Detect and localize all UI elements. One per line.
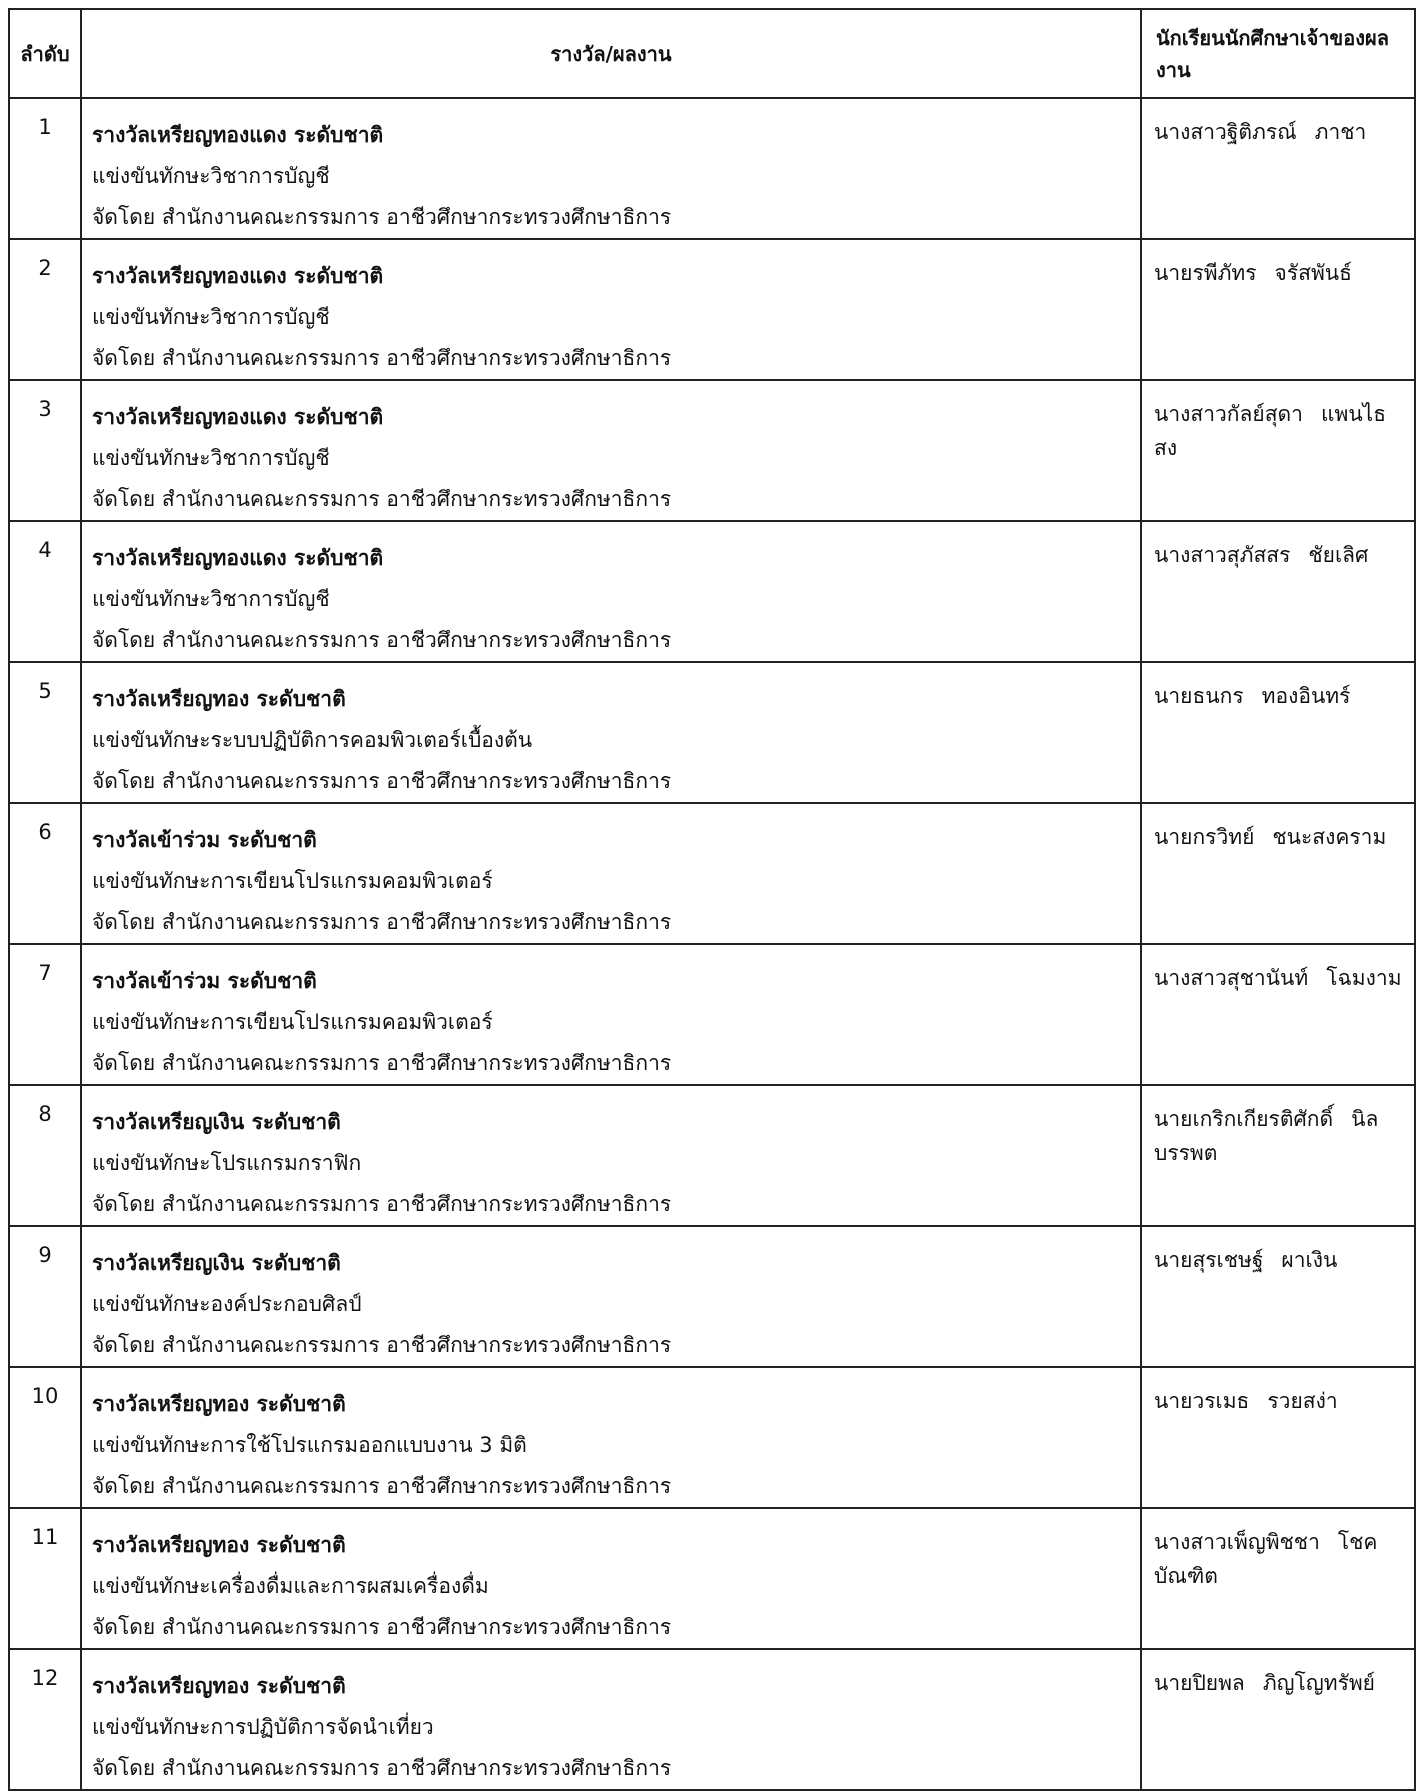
table-row: [9, 662, 1415, 803]
awards-table-sheet: [8, 8, 1414, 1791]
table-row: [9, 944, 1415, 1085]
table-row: [9, 1367, 1415, 1508]
row-number: 9: [9, 1226, 81, 1367]
award-cell: [81, 1367, 1141, 1508]
owner-cell: [1141, 1649, 1415, 1790]
award-title: รางวัลเหรียญเงิน ระดับชาติ: [92, 1251, 341, 1275]
owner-cell: [1141, 380, 1415, 521]
owner-cell: [1141, 1367, 1415, 1508]
row-number: 1: [9, 98, 81, 239]
award-cell: [81, 662, 1141, 803]
award-title: รางวัลเหรียญทอง ระดับชาติ: [92, 1533, 346, 1557]
award-detail: แข่งขันทักษะวิชาการบัญชี: [92, 587, 330, 611]
award-detail: แข่งขันทักษะระบบปฏิบัติการคอมพิวเตอร์เบื้องต้น: [92, 728, 533, 752]
award-cell: [81, 1085, 1141, 1226]
row-number: 7: [9, 944, 81, 1085]
award-organizer: จัดโดย สำนักงานคณะกรรมการ อาชีวศึกษากระทรวงศึกษาธิการ: [92, 1756, 672, 1780]
row-number: 10: [9, 1367, 81, 1508]
owner-last-name: ชนะสงคราม: [1272, 825, 1387, 849]
award-cell: [81, 239, 1141, 380]
owner-cell: [1141, 239, 1415, 380]
table-row: [9, 803, 1415, 944]
award-title: รางวัลเหรียญทอง ระดับชาติ: [92, 1392, 346, 1416]
owner-cell: [1141, 98, 1415, 239]
owner-cell: [1141, 944, 1415, 1085]
row-number: 12: [9, 1649, 81, 1790]
award-cell: [81, 380, 1141, 521]
award-cell: [81, 1649, 1141, 1790]
award-organizer: จัดโดย สำนักงานคณะกรรมการ อาชีวศึกษากระทรวงศึกษาธิการ: [92, 205, 672, 229]
owner-last-name: จรัสพันธ์: [1274, 261, 1352, 285]
owner-last-name: ภาชา: [1314, 120, 1367, 144]
owner-first-name: นายธนกร: [1154, 684, 1244, 708]
owner-last-name: ชัยเลิศ: [1308, 543, 1369, 567]
award-cell: [81, 803, 1141, 944]
owner-first-name: นางสาวสุภัสสร: [1154, 543, 1291, 567]
award-detail: แข่งขันทักษะการใช้โปรแกรมออกแบบงาน 3 มิติ: [92, 1433, 527, 1457]
table-row: [9, 239, 1415, 380]
table-header-row: [9, 9, 1415, 98]
award-title: รางวัลเข้าร่วม ระดับชาติ: [92, 828, 317, 852]
owner-last-name: แพนไธสง: [1154, 402, 1387, 460]
owner-first-name: นายรพีภัทร: [1154, 261, 1257, 285]
row-number: 2: [9, 239, 81, 380]
award-detail: แข่งขันทักษะวิชาการบัญชี: [92, 305, 330, 329]
owner-last-name: ผาเงิน: [1281, 1248, 1338, 1272]
award-cell: [81, 98, 1141, 239]
header-order: ลำดับ: [9, 9, 81, 98]
owner-cell: [1141, 803, 1415, 944]
header-award: รางวัล/ผลงาน: [81, 9, 1141, 98]
owner-last-name: นิลบรรพต: [1154, 1107, 1379, 1165]
award-organizer: จัดโดย สำนักงานคณะกรรมการ อาชีวศึกษากระทรวงศึกษาธิการ: [92, 1333, 672, 1357]
row-number: 11: [9, 1508, 81, 1649]
award-cell: [81, 1508, 1141, 1649]
award-title: รางวัลเหรียญเงิน ระดับชาติ: [92, 1110, 341, 1134]
award-title: รางวัลเหรียญทองแดง ระดับชาติ: [92, 264, 384, 288]
table-row: [9, 380, 1415, 521]
row-number: 8: [9, 1085, 81, 1226]
award-detail: แข่งขันทักษะการเขียนโปรแกรมคอมพิวเตอร์: [92, 1010, 493, 1034]
award-cell: [81, 944, 1141, 1085]
award-organizer: จัดโดย สำนักงานคณะกรรมการ อาชีวศึกษากระทรวงศึกษาธิการ: [92, 769, 672, 793]
row-number: 5: [9, 662, 81, 803]
table-row: [9, 1226, 1415, 1367]
table-row: [9, 1508, 1415, 1649]
award-cell: [81, 1226, 1141, 1367]
owner-last-name: ทองอินทร์: [1261, 684, 1351, 708]
award-title: รางวัลเหรียญทอง ระดับชาติ: [92, 1674, 346, 1698]
award-organizer: จัดโดย สำนักงานคณะกรรมการ อาชีวศึกษากระทรวงศึกษาธิการ: [92, 487, 672, 511]
table-row: [9, 1649, 1415, 1790]
award-detail: แข่งขันทักษะการเขียนโปรแกรมคอมพิวเตอร์: [92, 869, 493, 893]
owner-first-name: นางสาวฐิติภรณ์: [1154, 120, 1297, 144]
award-detail: แข่งขันทักษะเครื่องดื่มและการผสมเครื่องดื่ม: [92, 1574, 489, 1598]
owner-cell: [1141, 1085, 1415, 1226]
award-detail: แข่งขันทักษะวิชาการบัญชี: [92, 446, 330, 470]
award-title: รางวัลเหรียญทองแดง ระดับชาติ: [92, 405, 384, 429]
award-title: รางวัลเหรียญทอง ระดับชาติ: [92, 687, 346, 711]
owner-first-name: นางสาวสุชานันท์: [1154, 966, 1309, 990]
award-title: รางวัลเหรียญทองแดง ระดับชาติ: [92, 546, 384, 570]
owner-first-name: นางสาวเพ็ญพิชชา: [1154, 1530, 1320, 1554]
owner-first-name: นายปิยพล: [1154, 1671, 1245, 1695]
award-organizer: จัดโดย สำนักงานคณะกรรมการ อาชีวศึกษากระทรวงศึกษาธิการ: [92, 628, 672, 652]
owner-cell: [1141, 662, 1415, 803]
awards-table: [8, 8, 1416, 1791]
award-organizer: จัดโดย สำนักงานคณะกรรมการ อาชีวศึกษากระทรวงศึกษาธิการ: [92, 1474, 672, 1498]
row-number: 6: [9, 803, 81, 944]
table-row: [9, 1085, 1415, 1226]
table-row: [9, 521, 1415, 662]
owner-cell: [1141, 1226, 1415, 1367]
award-detail: แข่งขันทักษะการปฏิบัติการจัดนำเที่ยว: [92, 1715, 434, 1739]
owner-first-name: นายวรเมธ: [1154, 1389, 1250, 1413]
owner-first-name: นายสุรเชษฐ์: [1154, 1248, 1264, 1272]
award-organizer: จัดโดย สำนักงานคณะกรรมการ อาชีวศึกษากระทรวงศึกษาธิการ: [92, 1192, 672, 1216]
owner-last-name: ภิญโญทรัพย์: [1262, 1671, 1375, 1695]
award-organizer: จัดโดย สำนักงานคณะกรรมการ อาชีวศึกษากระทรวงศึกษาธิการ: [92, 910, 672, 934]
award-organizer: จัดโดย สำนักงานคณะกรรมการ อาชีวศึกษากระทรวงศึกษาธิการ: [92, 1615, 672, 1639]
owner-cell: [1141, 521, 1415, 662]
award-organizer: จัดโดย สำนักงานคณะกรรมการ อาชีวศึกษากระทรวงศึกษาธิการ: [92, 1051, 672, 1075]
award-cell: [81, 521, 1141, 662]
table-row: [9, 98, 1415, 239]
award-title: รางวัลเข้าร่วม ระดับชาติ: [92, 969, 317, 993]
award-title: รางวัลเหรียญทองแดง ระดับชาติ: [92, 123, 384, 147]
row-number: 4: [9, 521, 81, 662]
owner-last-name: โฉมงาม: [1326, 966, 1402, 990]
owner-first-name: นายกรวิทย์: [1154, 825, 1255, 849]
owner-first-name: นายเกริกเกียรติศักดิ์: [1154, 1107, 1334, 1131]
award-detail: แข่งขันทักษะองค์ประกอบศิลป์: [92, 1292, 362, 1316]
award-detail: แข่งขันทักษะโปรแกรมกราฟิก: [92, 1151, 362, 1175]
award-organizer: จัดโดย สำนักงานคณะกรรมการ อาชีวศึกษากระทรวงศึกษาธิการ: [92, 346, 672, 370]
award-detail: แข่งขันทักษะวิชาการบัญชี: [92, 164, 330, 188]
owner-last-name: โชคบัณฑิต: [1154, 1530, 1378, 1588]
owner-cell: [1141, 1508, 1415, 1649]
row-number: 3: [9, 380, 81, 521]
owner-last-name: รวยสง่า: [1267, 1389, 1338, 1413]
header-owner: นักเรียนนักศึกษาเจ้าของผลงาน: [1141, 9, 1415, 98]
owner-first-name: นางสาวกัลย์สุดา: [1154, 402, 1303, 426]
